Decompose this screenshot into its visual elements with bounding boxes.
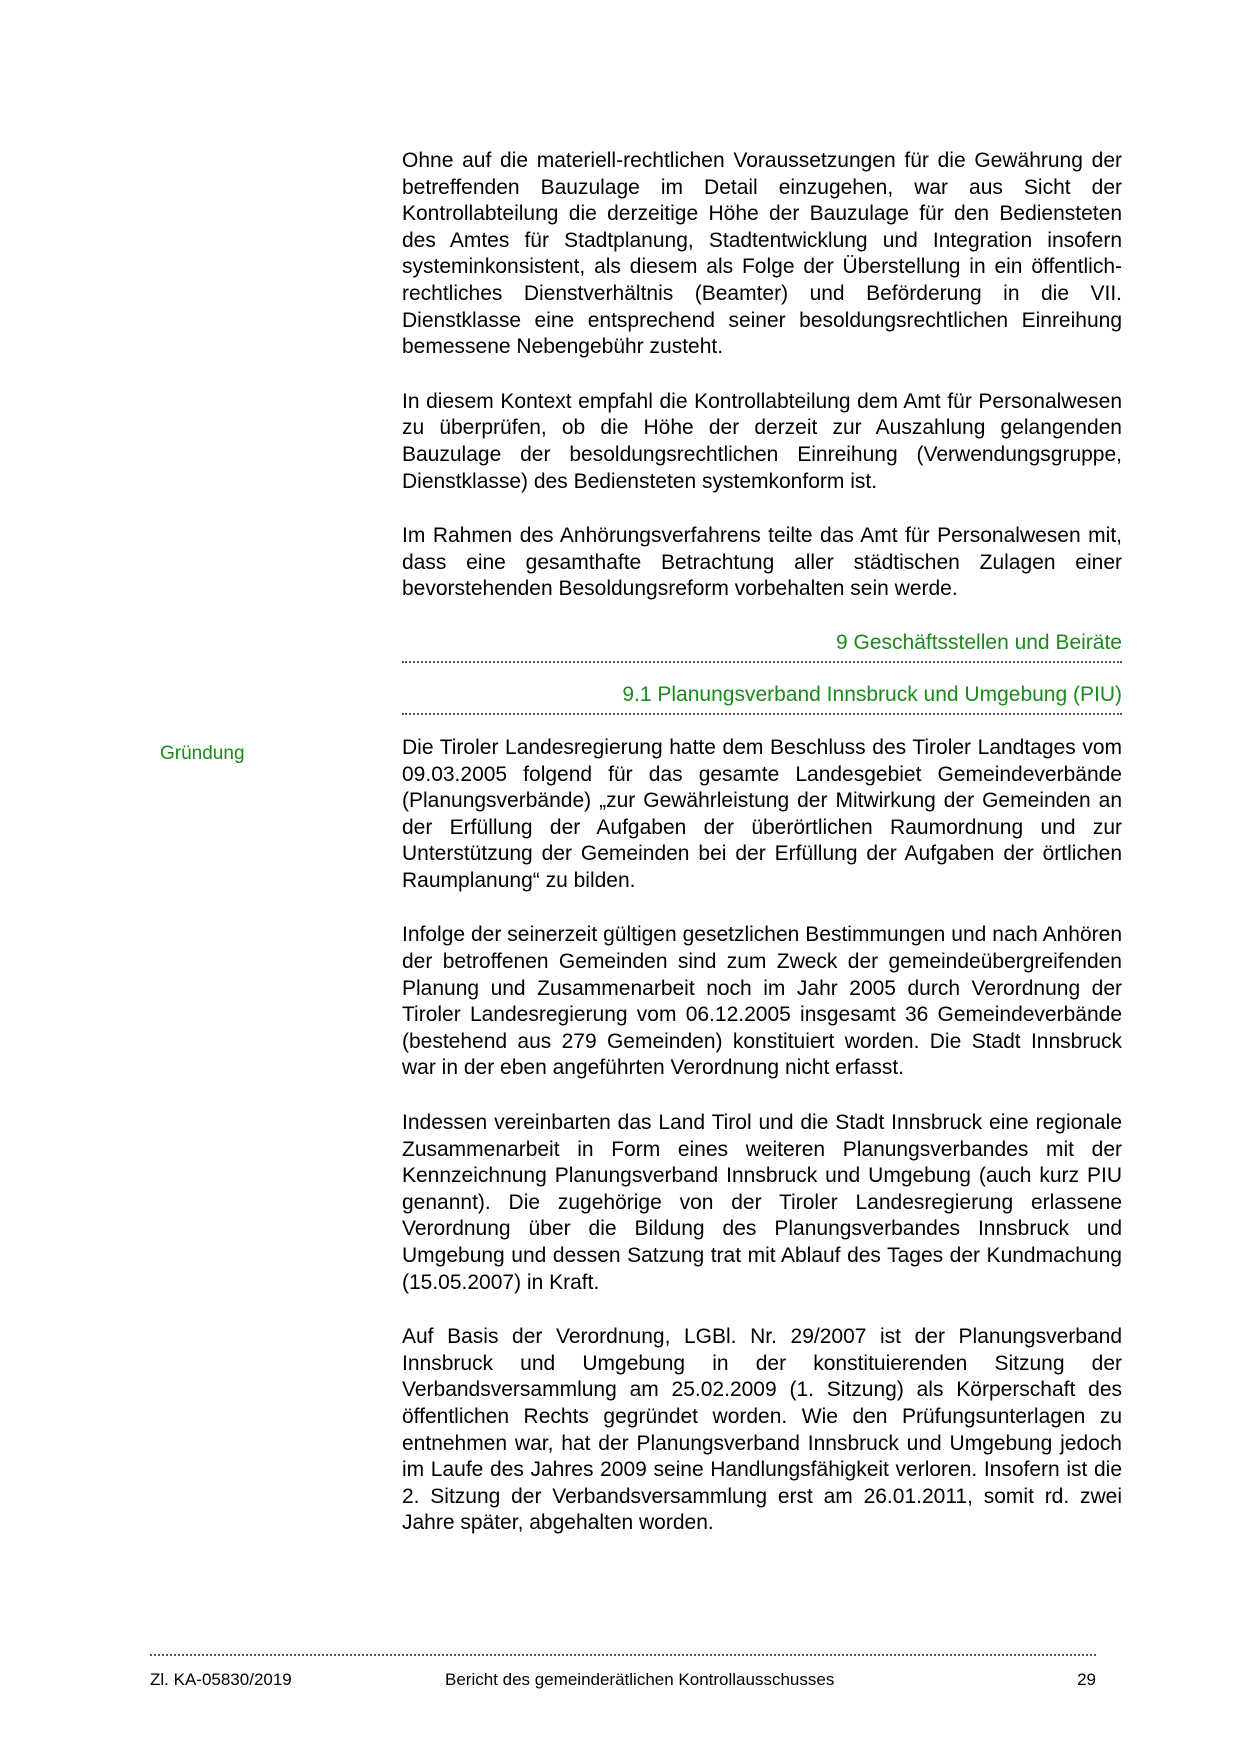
footer-title: Bericht des gemeinderätlichen Kontrollausschusses: [445, 1670, 835, 1689]
paragraph-empfehlung: In diesem Kontext empfahl die Kontrollabteilung dem Amt für Personalwesen zu überprüfen, ob die Höhe der derzeit zur Auszahlung gelangenden Bauzulage der besoldungsrechtlichen Einreihung (Verwendungsgruppe, Dienstklasse) des Bediensteten systemkonform ist.: [402, 389, 1122, 493]
paragraph-gruendung-3: Indessen vereinbarten das Land Tirol und die Stadt Innsbruck eine regionale Zusammenarbeit in Form eines weiteren Planungsverbandes mit der Kennzeichnung Planungsverband Innsbruck und Umgebung (auch kurz PIU genannt). Die zugehörige von der Tiroler Landesregierung erlassene Verordnung über die Bildung des Planungsverbandes Innsbruck und Umgebung und dessen Satzung trat mit Ablauf des Tages der Kundmachung (15.05.2007) in Kraft.: [402, 1111, 1122, 1294]
footer-reference: Zl. KA-05830/2019: [150, 1670, 292, 1689]
footer-page-number: 29: [1077, 1670, 1096, 1689]
main-text-column: [402, 148, 1122, 1565]
paragraph-bauzulage: Ohne auf die materiell-rechtlichen Voraussetzungen für die Gewährung der betreffenden Bauzulage im Detail einzugehen, war aus Sicht der Kontrollabteilung die derzeitige Höhe der Bauzulage für den Bediensteten des Amtes für Stadtplanung, Stadtentwicklung und Integration insofern systeminkonsistent, als diesem als Folge der Überstellung in ein öffentlich-rechtliches Dienstverhältnis (Beamter) und Beförderung in die VII. Dienstklasse eine entsprechend seiner besoldungsrechtlichen Einreihung bemessene Nebengebühr zusteht.: [402, 149, 1122, 359]
section-heading-9: 9 Geschäftsstellen und Beiräte: [402, 631, 1122, 663]
paragraph-gruendung-4: Auf Basis der Verordnung, LGBl. Nr. 29/2007 ist der Planungsverband Innsbruck und Umgebung in der konstituierenden Sitzung der Verbandsversammlung am 25.02.2009 (1. Sitzung) als Körperschaft des öffentlichen Rechts gegründet worden. Wie den Prüfungsunterlagen zu entnehmen war, hat der Planungsverband Innsbruck und Umgebung jedoch im Laufe des Jahres 2009 seine Handlungsfähigkeit verloren. Insofern ist die 2. Sitzung der Verbandsversammlung erst am 26.01.2011, somit rd. zwei Jahre später, abgehalten worden.: [402, 1325, 1122, 1535]
margin-note-gruendung: Gründung: [160, 743, 245, 764]
paragraph-gruendung-1: Die Tiroler Landesregierung hatte dem Beschluss des Tiroler Landtages vom 09.03.2005 folgend für das gesamte Landesgebiet Gemeindeverbände (Planungsverbände) „zur Gewährleistung der Mitwirkung der Gemeinden an der Erfüllung der Aufgaben der überörtlichen Raumordnung und zur Unterstützung der Gemeinden bei der Erfüllung der Aufgaben der örtlichen Raumplanung“ zu bilden.: [402, 735, 1122, 892]
footer-divider: [150, 1654, 1096, 1656]
section-heading-9-1: 9.1 Planungsverband Innsbruck und Umgebung (PIU): [402, 683, 1122, 715]
paragraph-anhoerung: Im Rahmen des Anhörungsverfahrens teilte das Amt für Personalwesen mit, dass eine gesamthafte Betrachtung aller städtischen Zulagen einer bevorstehenden Besoldungsreform vorbehalten sein werde.: [402, 524, 1122, 601]
paragraph-gruendung-2: Infolge der seinerzeit gültigen gesetzlichen Bestimmungen und nach Anhören der betroffenen Gemeinden sind zum Zweck der gemeindeübergreifenden Planung und Zusammenarbeit noch im Jahr 2005 durch Verordnung der Tiroler Landesregierung vom 06.12.2005 insgesamt 36 Gemeindeverbände (bestehend aus 279 Gemeinden) konstituiert worden. Die Stadt Innsbruck war in der eben angeführten Verordnung nicht erfasst.: [402, 923, 1122, 1080]
